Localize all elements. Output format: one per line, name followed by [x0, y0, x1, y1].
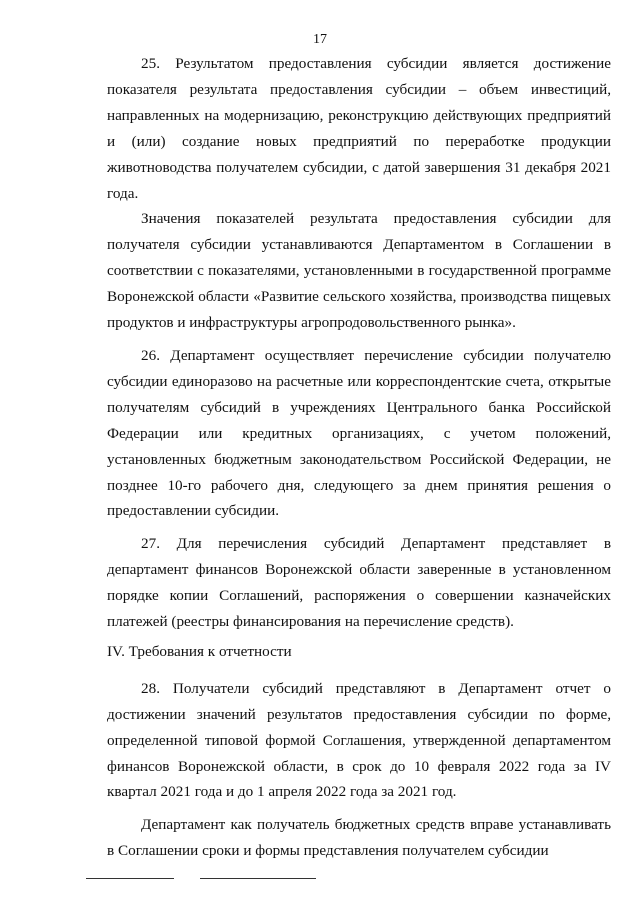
paragraph-reporting-terms: Департамент как получатель бюджетных средств вправе устанавливать в Соглашении сроки и формы представления получателем субсидии — [107, 816, 611, 860]
section-title: IV. Требования к отчетности — [107, 642, 292, 660]
footer-divider — [86, 878, 316, 880]
paragraph-26: 26. Департамент осуществляет перечисление субсидии получателю субсидии единоразово на расчетные или корреспондентские счета, открытые получателям субсидий в учреждениях Центрального банка Российской Федерации или кредитных организациях, с учетом положений, установленных бюджетным законодательством Российской Федерации, не позднее 10-го рабочего дня, следующего за днем принятия решения о предоставлении субсидии. — [107, 346, 611, 520]
footer-rule-right — [200, 878, 316, 879]
paragraph-indicator-values: Значения показателей результата предоставления субсидии для получателя субсидии устанавливаются Департаментом в Соглашении в соответствии с показателями, установленными в государственной программе Воронежской области «Развитие сельского хозяйства, производства пищевых продуктов и инфраструктуры агропродовольственного рынка». — [107, 210, 611, 332]
paragraph-27: 27. Для перечисления субсидий Департамент представляет в департамент финансов Воронежской области заверенные в установленном порядке копии Соглашений, распоряжения о совершении казначейских платежей (реестры финансирования на перечисление средств). — [107, 535, 611, 631]
document-body — [107, 51, 611, 864]
paragraph-28: 28. Получатели субсидий представляют в Департамент отчет о достижении значений результатов предоставления субсидии по форме, определенной типовой формой Соглашения, утвержденной департаментом финансов Воронежской области, в срок до 10 февраля 2022 года за IV квартал 2021 года и до 1 апреля 2022 года за 2021 год. — [107, 679, 611, 801]
footer-rule-left — [86, 878, 174, 879]
paragraph-25: 25. Результатом предоставления субсидии является достижение показателя результата предоставления субсидии – объем инвестиций, направленных на модернизацию, реконструкцию действующих предприятий и (или) создание новых предприятий по переработке продукции животноводства получателем субсидии, с датой завершения 31 декабря 2021 года. — [107, 55, 611, 202]
page-number: 17 — [313, 32, 327, 47]
